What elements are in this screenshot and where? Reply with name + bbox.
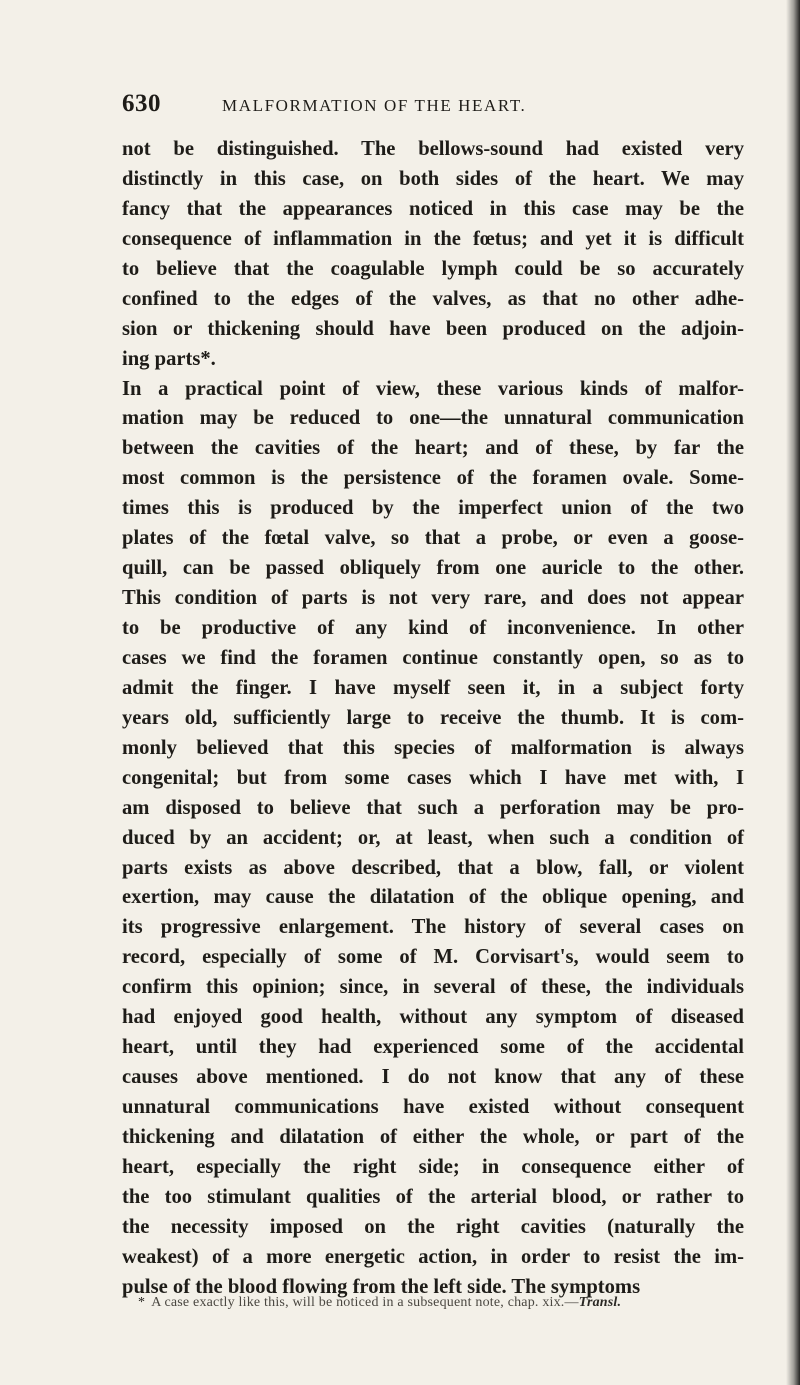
text-line: distinctly in this case, on both sides of the heart. We may: [122, 167, 744, 190]
page-edge-shadow: [786, 0, 800, 1385]
running-head: [122, 90, 742, 124]
text-line: pulse of the blood flowing from the left side. The symptoms: [122, 1275, 641, 1298]
text-line: parts exists as above described, that a blow, fall, or violent: [122, 856, 744, 879]
text-line: congenital; but from some cases which I have met with, I: [122, 766, 744, 789]
page-number: 630: [122, 90, 161, 117]
text-line: not be distinguished. The bellows-sound had existed very: [122, 138, 744, 160]
text-line: heart, especially the right side; in consequence either of: [122, 1155, 744, 1178]
text-line: cases we find the foramen continue constantly open, so as to: [122, 646, 744, 669]
text-line: quill, can be passed obliquely from one auricle to the other.: [122, 557, 744, 580]
text-line: ing parts*.: [122, 347, 216, 370]
text-line: the necessity imposed on the right cavities (naturally the: [122, 1215, 744, 1238]
text-line: admit the finger. I have myself seen it, in a subject forty: [122, 676, 744, 699]
footnote: [138, 1295, 758, 1311]
text-line: record, especially of some of M. Corvisart's, would seem to: [122, 946, 744, 969]
text-line: monly believed that this species of malformation is always: [122, 736, 744, 759]
text-line: In a practical point of view, these various kinds of malfor-: [122, 377, 744, 400]
text-line: consequence of inflammation in the fœtus; and yet it is difficult: [122, 227, 744, 250]
text-line: weakest) of a more energetic action, in order to resist the im-: [122, 1245, 744, 1268]
text-line: unnatural communications have existed without consequent: [122, 1096, 744, 1118]
footnote-text: A case exactly like this, will be noticed in a subsequent note, chap. xix.—: [151, 1295, 579, 1310]
text-line: fancy that the appearances noticed in this case may be the: [122, 197, 744, 220]
text-line: sion or thickening should have been produced on the adjoin-: [122, 317, 744, 340]
text-line: mation may be reduced to one—the unnatural communication: [122, 407, 744, 430]
text-line: duced by an accident; or, at least, when such a condition of: [122, 826, 744, 849]
text-line: confined to the edges of the valves, as that no other adhe-: [122, 287, 744, 310]
text-line: had enjoyed good health, without any symptom of diseased: [122, 1006, 744, 1029]
text-line: exertion, may cause the dilatation of the oblique opening, and: [122, 886, 744, 909]
text-line: This condition of parts is not very rare, and does not appear: [122, 587, 744, 610]
text-line: confirm this opinion; since, in several of these, the individuals: [122, 976, 744, 999]
body-text: [122, 135, 744, 1303]
text-line: to believe that the coagulable lymph could be so accurately: [122, 257, 744, 280]
text-line: causes above mentioned. I do not know that any of these: [122, 1066, 744, 1089]
footnote-mark: *: [138, 1295, 146, 1310]
text-line: most common is the persistence of the foramen ovale. Some-: [122, 467, 744, 490]
text-line: between the cavities of the heart; and of these, by far the: [122, 437, 744, 460]
text-line: times this is produced by the imperfect union of the two: [122, 497, 744, 520]
text-line: the too stimulant qualities of the arterial blood, or rather to: [122, 1185, 744, 1208]
text-line: plates of the fœtal valve, so that a probe, or even a goose-: [122, 527, 744, 550]
text-line: thickening and dilatation of either the whole, or part of the: [122, 1125, 744, 1148]
text-line: am disposed to believe that such a perforation may be pro-: [122, 796, 744, 819]
footnote-signature: Transl.: [578, 1295, 622, 1310]
text-line: its progressive enlargement. The history of several cases on: [122, 916, 744, 939]
text-line: heart, until they had experienced some of the accidental: [122, 1036, 744, 1059]
text-line: to be productive of any kind of inconvenience. In other: [122, 617, 744, 639]
text-line: years old, sufficiently large to receive the thumb. It is com-: [122, 706, 744, 729]
running-title: MALFORMATION OF THE HEART.: [222, 96, 527, 115]
